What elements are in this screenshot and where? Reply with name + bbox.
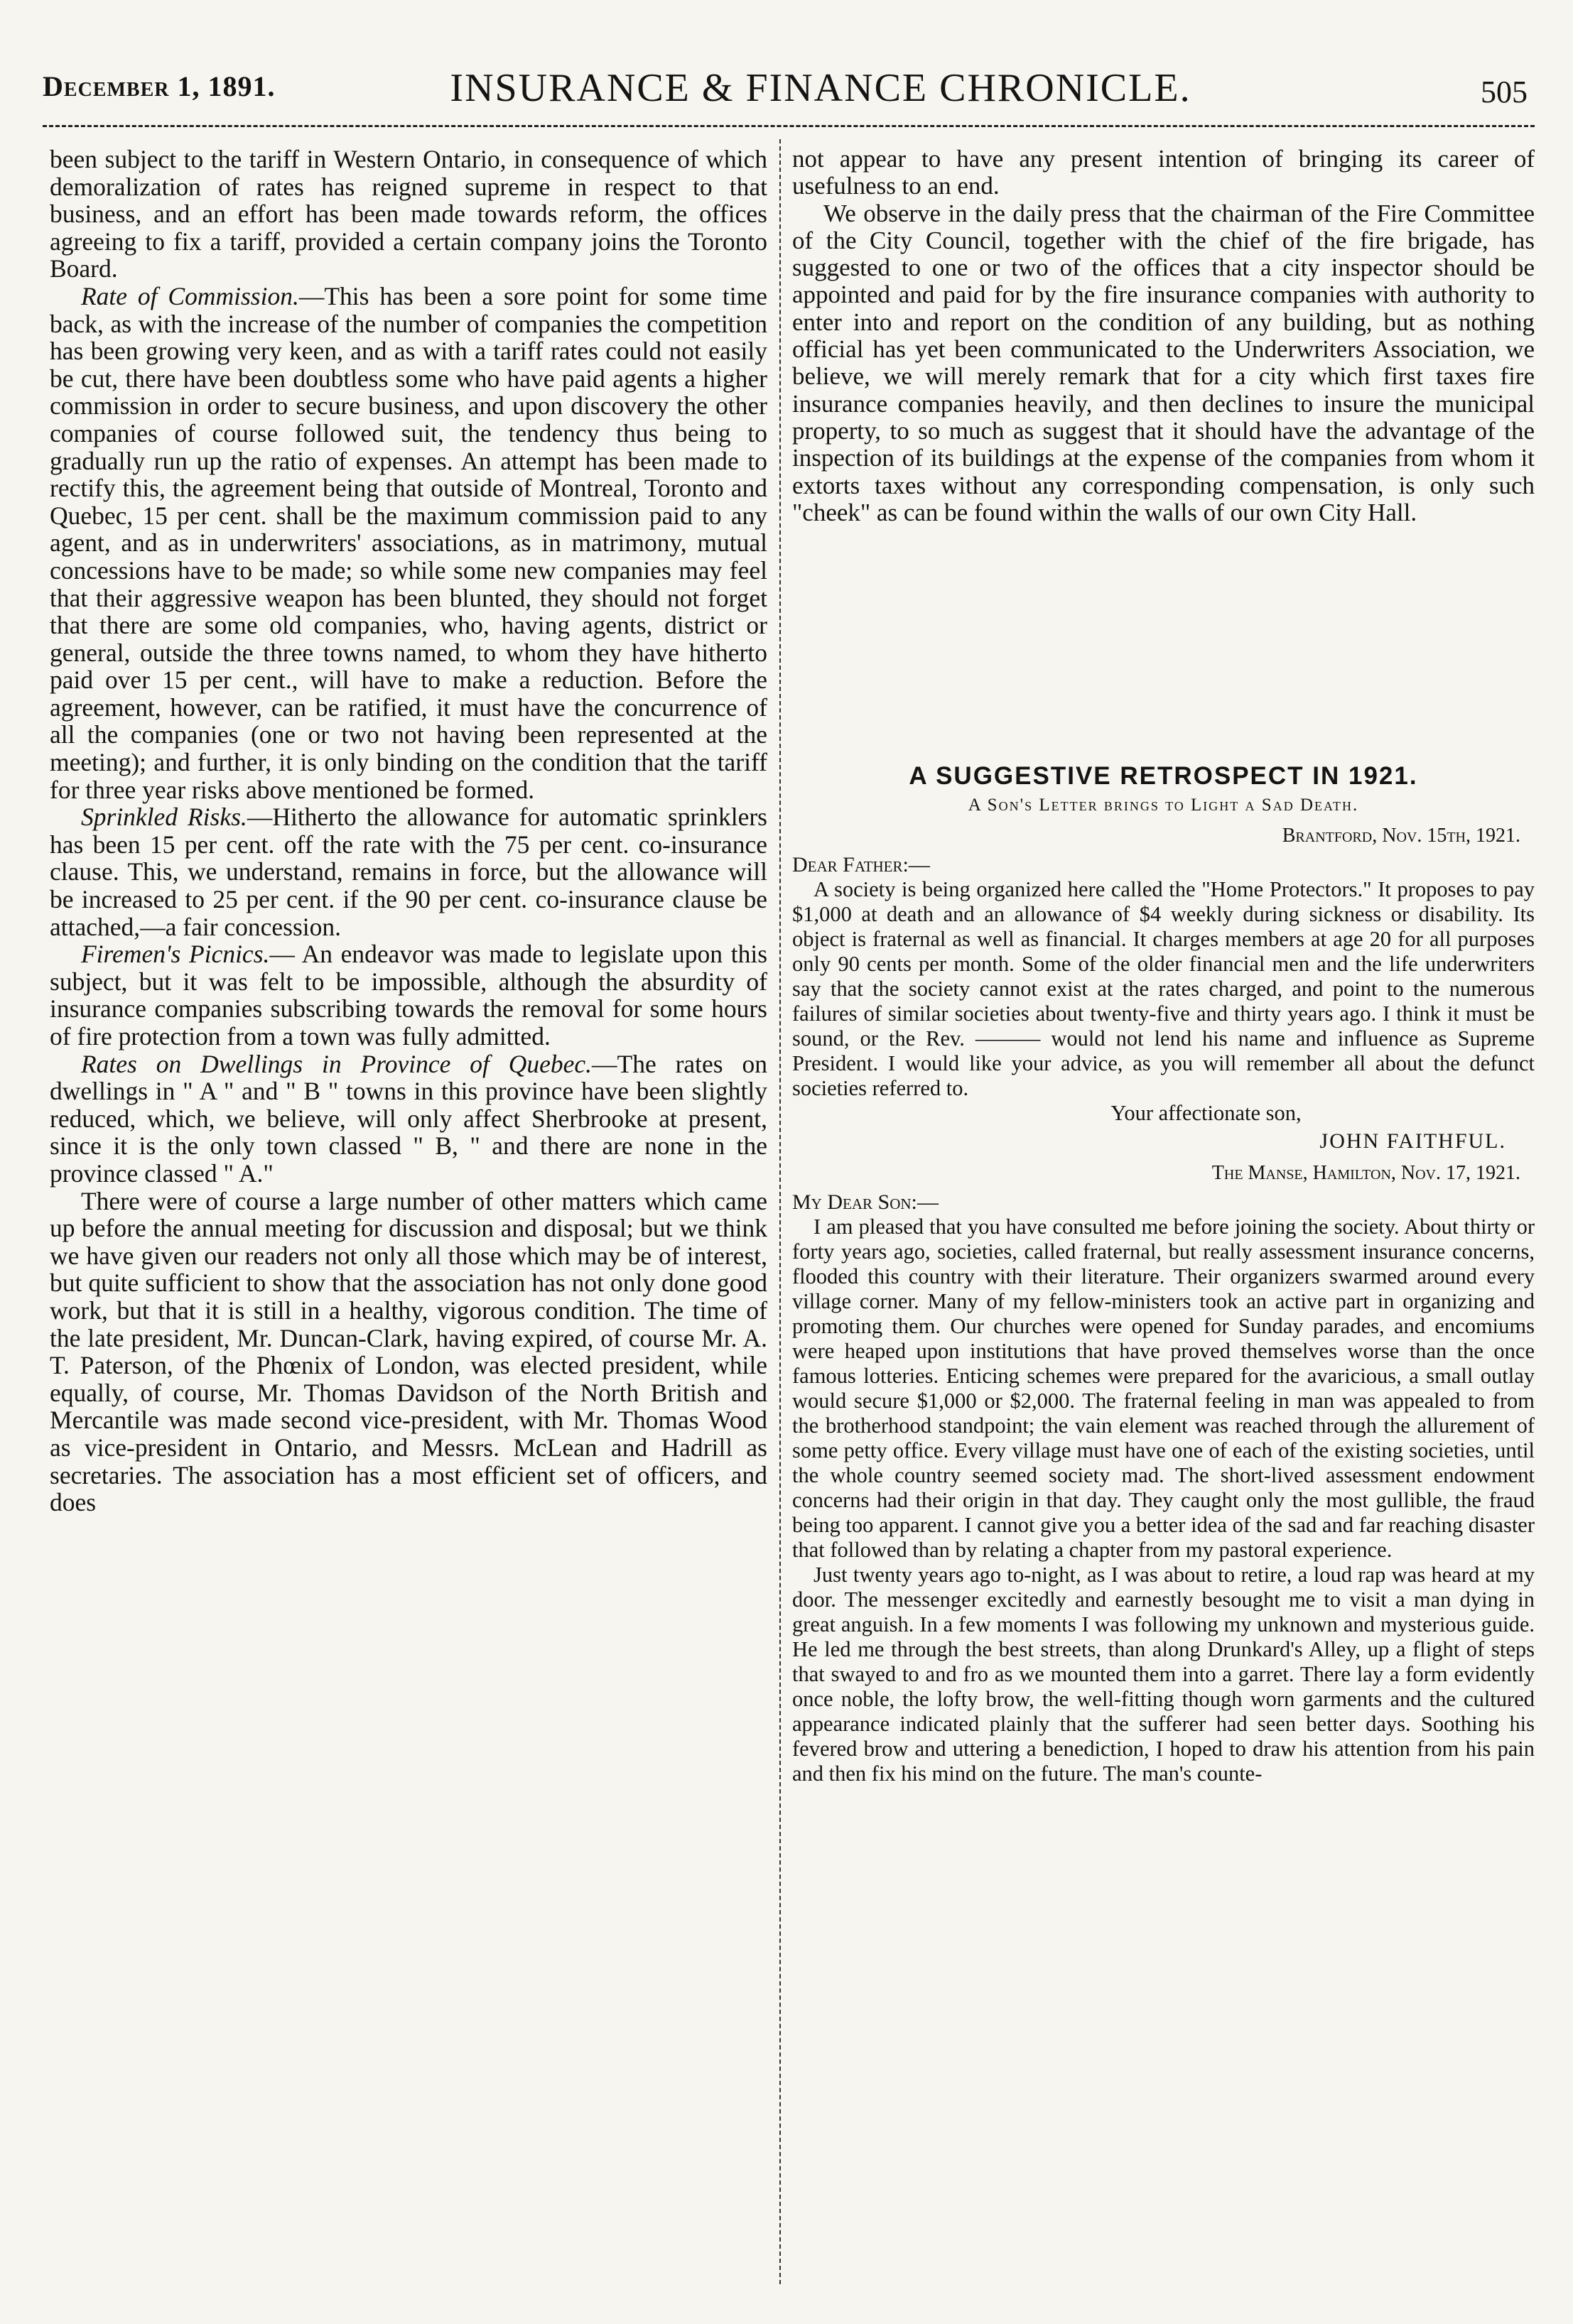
article-title: A SUGGESTIVE RETROSPECT IN 1921.	[909, 762, 1418, 790]
issue-date: December 1, 1891.	[43, 70, 276, 102]
paragraph-text: —The rates on dwellings in " A " and " B " towns in this province have been slightly reduced, which, we believe, will only affect Sherbrooke at present, since it is the only town classed " B, " and there are none in the province classed " A."	[50, 1049, 767, 1188]
paragraph-text: —Hitherto the allowance for automatic sprinklers has been 15 per cent. off the rate with the 75 per cent. co-insurance clause. This, we understand, remains in force, but the allowance will be increased to 25 per cent. if the 90 per cent. co-insurance clause be attached,—a fair concession.	[50, 803, 767, 941]
letter-body: A society is being organized here called the "Home Protectors." It proposes to pay $1,000 at death and an allowance of $4 weekly during sickness or disability. Its object is fraternal as well as financial. It charges members at age 20 for all purposes only 90 cents per month. Some of the older financial men and the life underwriters say that the society cannot exist at the rates charged, and point to the numerous failures of similar societies about twenty-five and thirty years ago. I think it must be sound, or the Rev. ——— would not lend his name and influence as Supreme President. I would like your advice, as you will remember all about the defunct societies referred to.	[792, 877, 1535, 1100]
left-paragraph: been subject to the tariff in Western Ontario, in consequence of which demoralization of rates has reigned supreme in respect to that business, and an effort has been made towards reform, the offices agreeing to fix a tariff, provided a certain company joins the Toronto Board.	[50, 145, 767, 283]
paragraph-text: —This has been a sore point for some time back, as with the increase of the number of companies the competition has been growing very keen, and as with a tariff rates could not easily be cut, there have been doubtless some who have paid agents a higher commission in order to secure business, and upon discovery the other companies of course followed suit, the tendency thus being to gradually run up the ratio of expenses. An attempt has been made to rectify this, the agreement being that outside of Montreal, Toronto and Quebec, 15 per cent. shall be the maximum commission paid to any agent, and as in underwriters' associations, as in matrimony, mutual concessions have to be made; so while some new companies may feel that their aggressive weapon has been blunted, they should not forget that there are some old companies, who, having agents, district or general, outside the three towns named, to whom they have hitherto paid over 15 per cent., will have to make a reduction. Before the agreement, however, can be ratified, it must have the concurrence of all the companies (one or two not having been represented at the meeting); and further, it is only binding on the condition that the tariff for three year risks above mentioned be formed.	[50, 281, 768, 804]
right-paragraph: We observe in the daily press that the chairman of the Fire Committee of the City Council, together with the chief of the fire brigade, has suggested to one or two of the offices that a city inspector should be appointed and paid for by the fire insurance companies with authority to enter into and report on the condition of any building, but as nothing official has yet been communicated to the Underwriters Association, we believe, we will merely remark that for a city which first taxes fire insurance companies heavily, and then declines to insure the municipal property, to so much as suggest that it should have the advantage of the inspection of its buildings at the expense of the companies from whom it extorts taxes without any corresponding compensation, is only such "cheek" as can be found within the walls of our own City Hall.	[792, 199, 1535, 526]
letter-dateline: Brantford, Nov. 15th, 1921.	[1282, 825, 1520, 847]
left-paragraph	[50, 940, 767, 1050]
section-lead: Sprinkled Risks.	[81, 803, 247, 832]
paragraph-text: — An endeavor was made to legislate upon this subject, but it was felt to be impossible, although the absurdity of insurance companies subscribing towards the removal for some hours of fire protection from a town was fully admitted.	[50, 940, 768, 1050]
page-header	[43, 65, 1535, 129]
right-paragraph: not appear to have any present intention of bringing its career of usefulness to an end.	[792, 145, 1535, 200]
article-subtitle: A Son's Letter brings to Light a Sad Death.	[968, 796, 1359, 815]
page-number: 505	[1481, 75, 1528, 109]
section-lead: Rates on Dwellings in Province of Quebec.	[81, 1049, 593, 1078]
letter-dateline: The Manse, Hamilton, Nov. 17, 1921.	[1211, 1162, 1520, 1184]
letter-body: Just twenty years ago to-night, as I was about to retire, a loud rap was heard at my door. The messenger excitedly and earnestly besought me to visit a man dying in great anguish. In a few moments I was following my unknown and mysterious guide. He led me through the best streets, than along Drunkard's Alley, up a flight of steps that swayed to and fro as we mounted them into a garret. There lay a form evidently once noble, the lofty brow, the well-fitting though worn garments and the cultured appearance indicated plainly that the sufferer had seen better days. Soothing his fevered brow and uttering a benediction, I hoped to draw his attention from his pain and then fix his mind on the future. The man's counte-	[792, 1563, 1535, 1786]
right-column-top	[792, 146, 1535, 526]
letter-closing: Your affectionate son,	[1110, 1101, 1302, 1125]
section-lead: Rate of Commission.	[81, 281, 299, 310]
section-lead: Firemen's Picnics.	[81, 940, 270, 969]
retrospect-article	[792, 764, 1535, 1786]
column-divider	[779, 139, 781, 2284]
left-paragraph	[50, 283, 767, 803]
left-paragraph	[50, 1050, 767, 1188]
left-paragraph	[50, 803, 767, 940]
letter-body: I am pleased that you have consulted me before joining the society. About thirty or forty years ago, societies, called fraternal, but really assessment insurance concerns, flooded this country with their literature. Their organizers swarmed around every village corner. Many of my fellow-ministers took an active part in organizing and promoting them. Our churches were opened for Sunday parades, and encomiums were heaped upon institutions that have proved themselves worse than the once famous lotteries. Enticing schemes were prepared for the avaricious, a small outlay would secure $1,000 or $2,000. The fraternal feeling in man was appealed to from the brotherhood standpoint; the vain element was reached through the allurement of some petty office. Every village must have one of each of the existing societies, until the whole country seemed society mad. The short-lived assessment endowment concerns had their origin in that day. They caught only the most gullible, the fraud being too apparent. I cannot give you a better idea of the sad and far reaching disaster that followed than by relating a chapter from my pastoral experience.	[792, 1215, 1535, 1562]
left-column	[50, 146, 767, 1516]
left-paragraph: There were of course a large number of other matters which came up before the annual meeting for discussion and disposal; but we think we have given our readers not only all those which may be of interest, but quite sufficient to show that the association has not only done good work, but that it is still in a healthy, vigorous condition. The time of the late president, Mr. Duncan-Clark, having expired, of course Mr. A. T. Paterson, of the Phœnix of London, was elected president, while equally, of course, Mr. Thomas Davidson of the North British and Mercantile was made second vice-president, with Mr. Thomas Wood as vice-president in Ontario, and Messrs. McLean and Hadrill as secretaries. The association has a most efficient set of officers, and does	[50, 1186, 767, 1517]
letter-salutation: My Dear Son:—	[792, 1190, 939, 1214]
letter-signature: JOHN FAITHFUL.	[1319, 1129, 1506, 1153]
letter-salutation: Dear Father:—	[792, 853, 930, 876]
header-rule	[43, 125, 1535, 127]
publication-title: INSURANCE & FINANCE CHRONICLE.	[450, 66, 1191, 110]
